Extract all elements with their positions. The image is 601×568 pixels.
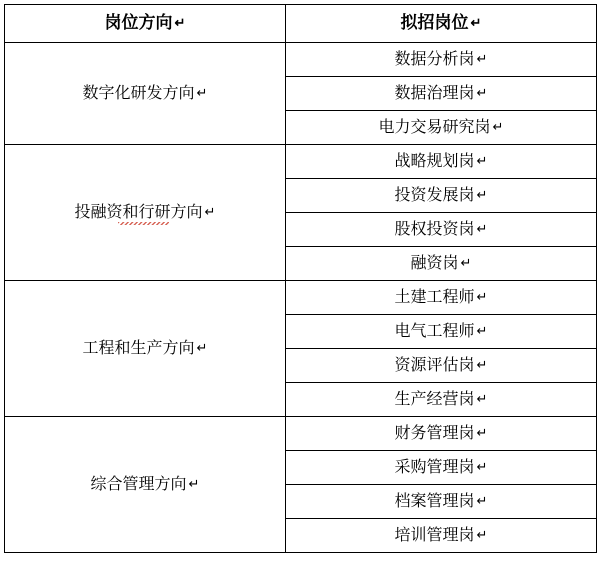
paragraph-mark-icon: ↵ xyxy=(460,254,472,270)
position-cell xyxy=(286,247,597,281)
paragraph-mark-icon: ↵ xyxy=(476,152,488,168)
paragraph-mark-icon: ↵ xyxy=(476,288,488,304)
group-direction-label: 投融资和行研方向 xyxy=(74,203,203,221)
position-label: 财务管理岗 xyxy=(394,424,475,442)
paragraph-mark-icon: ↵ xyxy=(204,203,216,219)
paragraph-mark-icon: ↵ xyxy=(492,118,504,134)
column-header-position xyxy=(286,5,597,43)
paragraph-mark-icon: ↵ xyxy=(476,356,488,372)
position-label: 电力交易研究岗 xyxy=(378,118,491,136)
position-cell xyxy=(286,383,597,417)
position-label: 采购管理岗 xyxy=(394,458,475,476)
paragraph-mark-icon: ↵ xyxy=(476,84,488,100)
position-cell xyxy=(286,451,597,485)
group-direction-label: 综合管理方向 xyxy=(90,475,187,493)
group-direction-label: 数字化研发方向 xyxy=(82,84,195,102)
paragraph-mark-icon: ↵ xyxy=(476,220,488,236)
position-label: 战略规划岗 xyxy=(394,152,475,170)
column-header-direction-label: 岗位方向 xyxy=(104,13,173,33)
position-cell xyxy=(286,77,597,111)
position-label: 数据分析岗 xyxy=(394,50,475,68)
position-label: 生产经营岗 xyxy=(394,390,475,408)
position-cell xyxy=(286,519,597,553)
table-row xyxy=(5,417,597,451)
group-direction-cell xyxy=(5,281,286,417)
position-label: 档案管理岗 xyxy=(394,492,475,510)
position-label: 股权投资岗 xyxy=(394,220,475,238)
paragraph-mark-icon: ↵ xyxy=(196,339,208,355)
group-direction-cell xyxy=(5,417,286,553)
group-direction-cell xyxy=(5,43,286,145)
table-row xyxy=(5,43,597,77)
paragraph-mark-icon: ↵ xyxy=(476,492,488,508)
position-label: 电气工程师 xyxy=(394,322,475,340)
paragraph-mark-icon: ↵ xyxy=(476,390,488,406)
column-header-position-label: 拟招岗位 xyxy=(400,13,469,33)
paragraph-mark-icon: ↵ xyxy=(470,15,482,31)
position-label: 融资岗 xyxy=(410,254,459,272)
position-cell xyxy=(286,213,597,247)
paragraph-mark-icon: ↵ xyxy=(476,50,488,66)
position-cell xyxy=(286,179,597,213)
job-positions-table xyxy=(4,4,597,553)
paragraph-mark-icon: ↵ xyxy=(476,186,488,202)
position-cell xyxy=(286,145,597,179)
group-direction-label: 工程和生产方向 xyxy=(82,339,195,357)
position-label: 培训管理岗 xyxy=(394,526,475,544)
paragraph-mark-icon: ↵ xyxy=(174,15,186,31)
position-cell xyxy=(286,43,597,77)
position-label: 资源评估岗 xyxy=(394,356,475,374)
column-header-direction xyxy=(5,5,286,43)
position-label: 投资发展岗 xyxy=(394,186,475,204)
paragraph-mark-icon: ↵ xyxy=(196,84,208,100)
table-row xyxy=(5,145,597,179)
position-label: 土建工程师 xyxy=(394,288,475,306)
position-cell xyxy=(286,349,597,383)
position-cell xyxy=(286,315,597,349)
position-cell xyxy=(286,281,597,315)
position-cell xyxy=(286,417,597,451)
position-label: 数据治理岗 xyxy=(394,84,475,102)
paragraph-mark-icon: ↵ xyxy=(476,322,488,338)
paragraph-mark-icon: ↵ xyxy=(476,526,488,542)
paragraph-mark-icon: ↵ xyxy=(476,458,488,474)
position-cell xyxy=(286,111,597,145)
paragraph-mark-icon: ↵ xyxy=(476,424,488,440)
table-row xyxy=(5,281,597,315)
paragraph-mark-icon: ↵ xyxy=(188,475,200,491)
position-cell xyxy=(286,485,597,519)
group-direction-cell xyxy=(5,145,286,281)
table-header-row xyxy=(5,5,597,43)
